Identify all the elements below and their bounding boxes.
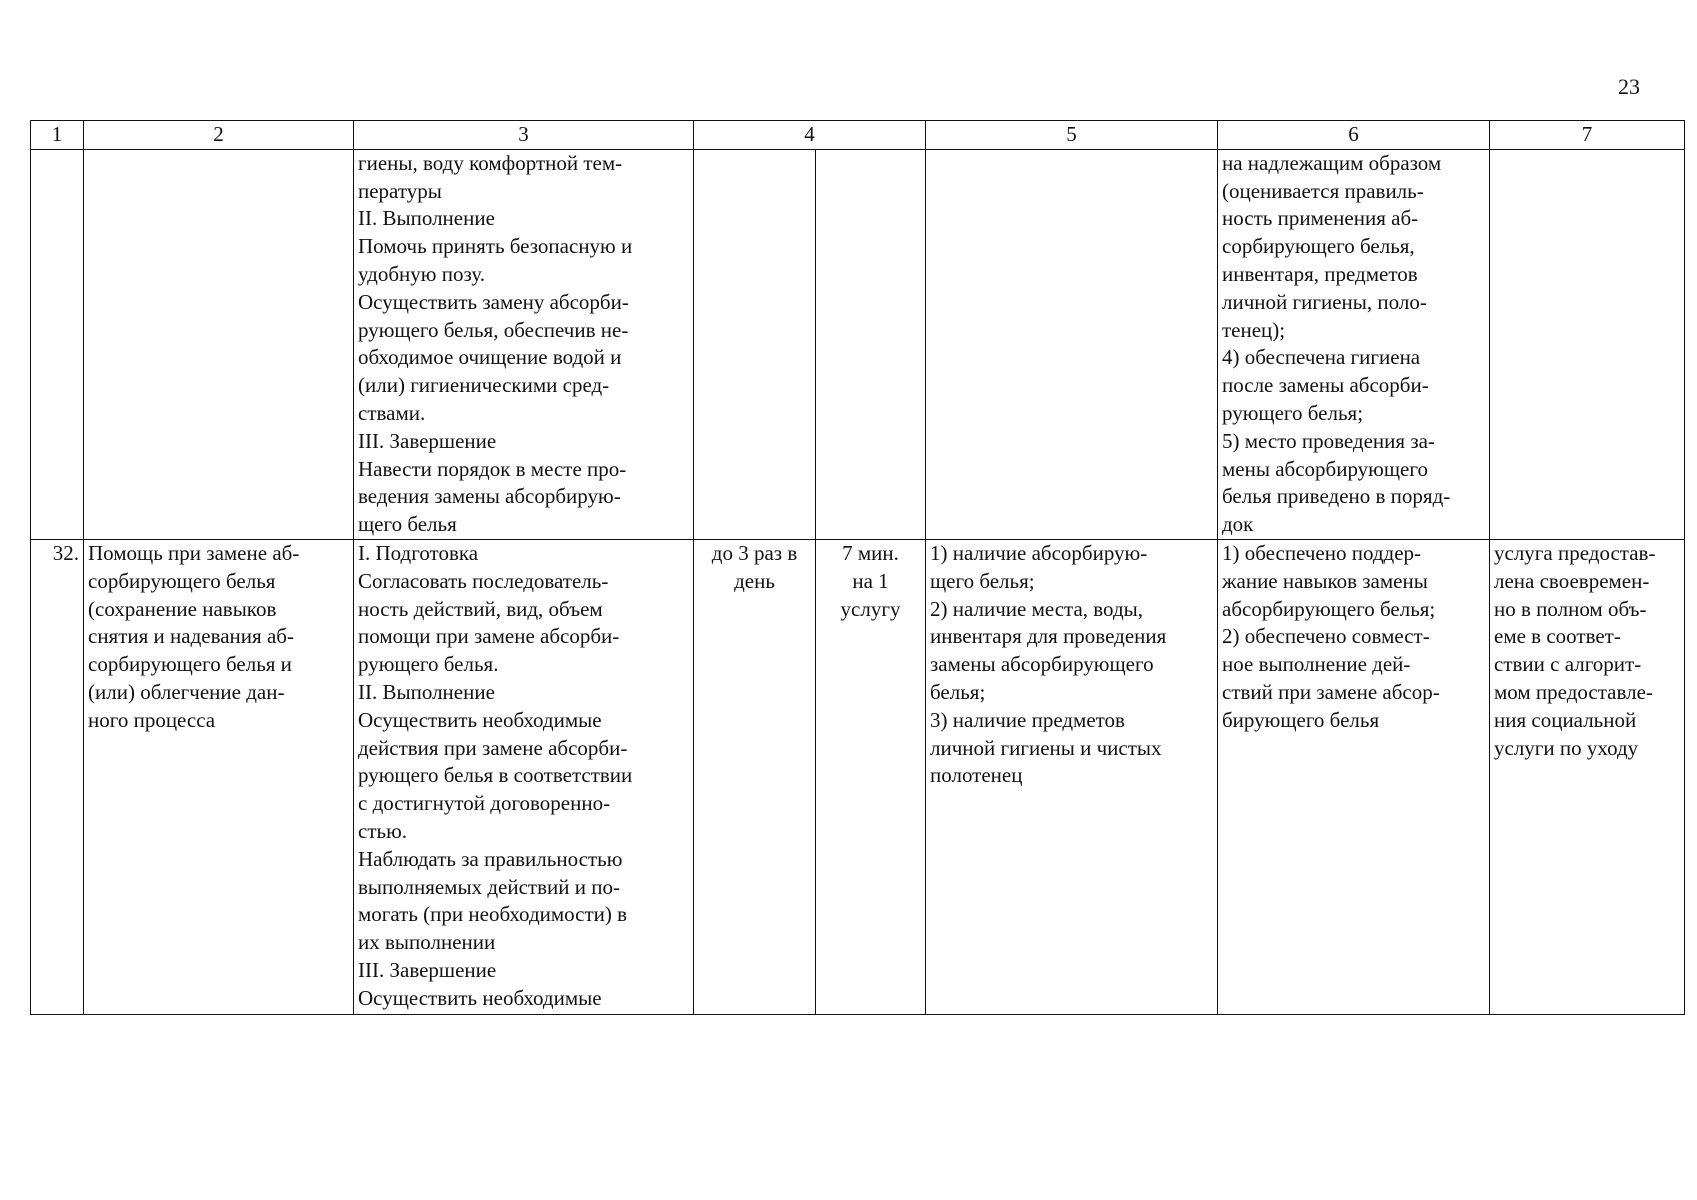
text-line: ствий при замене абсор-: [1222, 679, 1440, 704]
text-line: полотенец: [930, 763, 1023, 788]
text-line: ствами.: [358, 400, 426, 425]
cell-frequency: [694, 149, 816, 539]
text-line: (оценивается правиль-: [1222, 178, 1424, 203]
text-line: (или) облегчение дан-: [88, 679, 285, 704]
text-line: III. Завершение: [358, 957, 497, 982]
text-line: рующего белья, обеспечив не-: [358, 317, 629, 342]
header-col-7: 7: [1490, 121, 1685, 150]
text-line: помощи при замене абсорби-: [358, 624, 620, 649]
text-line: док: [1222, 512, 1254, 537]
text-line: I. Подготовка: [358, 540, 479, 565]
text-line: могать (при необходимости) в: [358, 902, 628, 927]
text-line: ствии с алгорит-: [1494, 652, 1642, 677]
text-line: Навести порядок в месте про-: [358, 456, 627, 481]
text-line: щего белья;: [930, 568, 1035, 593]
text-line: II. Выполнение: [358, 679, 495, 704]
text-line: 3) наличие предметов: [930, 707, 1125, 732]
text-line: рующего белья.: [358, 652, 499, 677]
text-line: III. Завершение: [358, 428, 497, 453]
text-line: II. Выполнение: [358, 206, 495, 231]
cell-evaluation: [1490, 149, 1685, 539]
page-number: 23: [1618, 74, 1640, 99]
text-line: сорбирующего белья: [88, 568, 276, 593]
cell-duration: [816, 149, 926, 539]
text-line: инвентаря, предметов: [1222, 261, 1418, 286]
text-line: обходимое очищение водой и: [358, 345, 622, 370]
text-line: ность действий, вид, объем: [358, 596, 603, 621]
text-line: Осуществить замену абсорби-: [358, 289, 629, 314]
text-line: еме в соответ-: [1494, 624, 1621, 649]
text-line: бирующего белья: [1222, 707, 1380, 732]
text-line: Помощь при замене аб-: [88, 540, 300, 565]
text-line: гиены, воду комфортной тем-: [358, 150, 623, 175]
text-line: с достигнутой договоренно-: [358, 791, 611, 816]
table-row-32: [31, 539, 1685, 1014]
text-line: Помочь принять безопасную и: [358, 234, 633, 259]
text-line: щего белья: [358, 512, 457, 537]
header-col-2: 2: [84, 121, 354, 150]
cell-results: [1218, 149, 1490, 539]
text-line: снятия и надевания аб-: [88, 624, 294, 649]
header-row: [31, 121, 1685, 150]
text-line: но в полном объ-: [1494, 596, 1647, 621]
text-line: Наблюдать за правильностью: [358, 846, 623, 871]
text-line: услуга предостав-: [1494, 540, 1656, 565]
header-col-5: 5: [926, 121, 1218, 150]
text-line: 1) обеспечено поддер-: [1222, 540, 1422, 565]
header-col-1: 1: [31, 121, 84, 150]
text-line: 1) наличие абсорбирую-: [930, 540, 1148, 565]
cell-evaluation: [1490, 539, 1685, 1014]
text-line: замены абсорбирующего: [930, 652, 1154, 677]
text-line: Осуществить необходимые: [358, 707, 602, 732]
text-line: ное выполнение дей-: [1222, 652, 1411, 677]
text-line: после замены абсорби-: [1222, 373, 1429, 398]
text-line: личной гигиены, поло-: [1222, 289, 1427, 314]
text-line: рующего белья;: [1222, 400, 1364, 425]
text-line: 2) обеспечено совмест-: [1222, 624, 1430, 649]
header-col-4: 4: [694, 121, 926, 150]
text-line: их выполнении: [358, 930, 496, 955]
text-line: на надлежащим образом: [1222, 150, 1442, 175]
text-line: личной гигиены и чистых: [930, 735, 1162, 760]
cell-name: [84, 149, 354, 539]
text-line: 5) место проведения за-: [1222, 428, 1435, 453]
text-line: рующего белья в соответствии: [358, 763, 633, 788]
header-col-3: 3: [354, 121, 694, 150]
text-line: сорбирующего белья и: [88, 652, 292, 677]
table-row-continued: [31, 149, 1685, 539]
header-col-6: 6: [1218, 121, 1490, 150]
cell-duration: [816, 539, 926, 1014]
text-line: день: [734, 568, 775, 593]
text-line: инвентаря для проведения: [930, 624, 1167, 649]
cell-procedure: [354, 539, 694, 1014]
text-line: услуги по уходу: [1494, 735, 1639, 760]
text-line: тенец);: [1222, 317, 1286, 342]
text-line: жание навыков замены: [1222, 568, 1428, 593]
text-line: ного процесса: [88, 707, 216, 732]
text-line: ния социальной: [1494, 707, 1637, 732]
cell-procedure: [354, 149, 694, 539]
cell-results: [1218, 539, 1490, 1014]
text-line: до 3 раз в: [711, 540, 798, 565]
text-line: на 1: [852, 568, 889, 593]
cell-conditions: [926, 149, 1218, 539]
text-line: ведения замены абсорбирую-: [358, 484, 621, 509]
text-line: Осуществить необходимые: [358, 985, 602, 1010]
text-line: удобную позу.: [358, 261, 485, 286]
text-line: мом предоставле-: [1494, 679, 1653, 704]
text-line: лена своевремен-: [1494, 568, 1650, 593]
text-line: (сохранение навыков: [88, 596, 277, 621]
text-line: Согласовать последователь-: [358, 568, 609, 593]
text-line: белья;: [930, 679, 986, 704]
text-line: выполняемых действий и по-: [358, 874, 620, 899]
cell-conditions: [926, 539, 1218, 1014]
text-line: белья приведено в поряд-: [1222, 484, 1451, 509]
text-line: 2) наличие места, воды,: [930, 596, 1143, 621]
text-line: (или) гигиеническими сред-: [358, 373, 610, 398]
text-line: 7 мин.: [842, 540, 899, 565]
text-line: услугу: [840, 596, 901, 621]
cell-frequency: [694, 539, 816, 1014]
text-line: мены абсорбирующего: [1222, 456, 1428, 481]
text-line: стью.: [358, 818, 408, 843]
text-line: действия при замене абсорби-: [358, 735, 628, 760]
cell-number: [31, 149, 84, 539]
cell-name: [84, 539, 354, 1014]
text-line: абсорбирующего белья;: [1222, 596, 1436, 621]
text-line: пературы: [358, 178, 442, 203]
text-line: 4) обеспечена гигиена: [1222, 345, 1421, 370]
cell-number: 32.: [31, 539, 84, 1014]
text-line: ность применения аб-: [1222, 206, 1419, 231]
service-table: [30, 120, 1685, 1015]
text-line: сорбирующего белья,: [1222, 234, 1415, 259]
